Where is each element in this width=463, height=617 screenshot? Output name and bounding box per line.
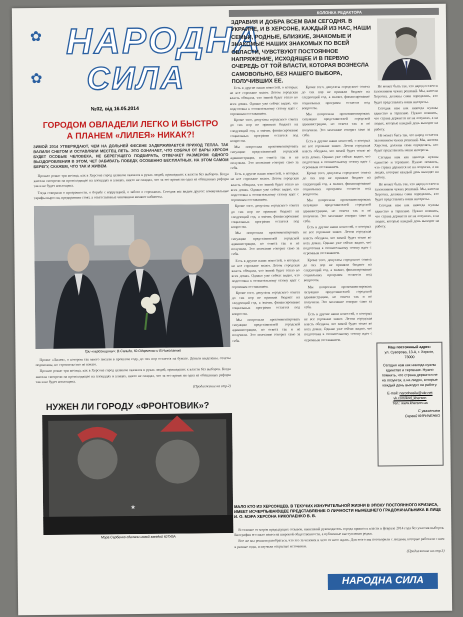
paragraph: Сегодня нам как никогда нужны единство и терпение. Нужно помнить, что страна держится не на лозунгах, а на людях, которые каждый день выходят на работу.	[374, 203, 440, 229]
headline-line-1: ГОРОДОМ ОВЛАДЕЛИ ЛЕГКО И БЫСТРО	[42, 118, 219, 130]
paragraph: Есть в другие наши новостей, о которых не все горожане знают. Летом городская власть обещала, что зимой будет тепло во всех домах. Однако уже сейчас видно, что подготовка к отопительному сезону идет с огромным отставанием.	[303, 224, 372, 256]
issue-number: №02, від 16.05.2014	[90, 105, 139, 113]
poster-photo	[42, 413, 233, 535]
paragraph: Сегодня нам как никогда нужны единство и терпение. Нужно помнить, что страна держится не на лозунгах, а на людях, которые каждый день выходят на работу.	[373, 105, 439, 132]
sign-2: Сергей КИРИЧЕНКО	[404, 413, 441, 419]
paragraph: Есть в другие наши новостей, о которых не все горожане знают. Летом городская власть обещала, что зимой будет тепло во всех домах. Однако уже сейчас видно, что подготовка к отопительному сезону идет с огромным отставанием.	[231, 257, 300, 289]
middle-column	[230, 85, 301, 344]
paragraph: Мы попросили прокомментировать ситуацию представителей городской администрации, но ответа так и не получили. Это молчание говорит само за себя.	[303, 284, 372, 310]
ornament-icon: ✿	[30, 71, 43, 88]
paragraph: В отличие от мэров предыдущих созывов, нынешний руководитель города пришел к власти в феврале 2014 года без участия выборов. Биография его мало известна широкой общественности, а публичные выступления редки.	[234, 525, 445, 538]
right-column	[374, 84, 440, 231]
contacts-box	[376, 342, 443, 467]
phone-label: Тел.:	[392, 401, 401, 406]
paragraph: Сегодня нам как никогда нужны единство и терпение. Нужно помнить, что страна держится не на лозунгах, а на людях, которые каждый день выходят на работу.	[381, 362, 438, 388]
paragraph: Мы попросили прокомментировать ситуацию представителей городской администрации, но ответа так и не получили. Это молчание говорит само за себя.	[301, 111, 371, 138]
email-label: E-mail:	[387, 391, 399, 396]
article-body	[35, 356, 230, 392]
contacts-phone: www.kherson.ua	[401, 400, 428, 406]
paragraph: Проект «Лилея», о котором так много писали в прошлом году, до сих пор остается на бумаге. Деньги выделены, отчеты подписаны, но строительство не начато.	[35, 356, 231, 368]
paragraph: Мы попросили прокомментировать ситуацию представителей городской администрации, но ответа так и не получили. Это молчание говорит само за себя.	[302, 197, 372, 224]
contacts-email[interactable]: narodnasila@ukr.net	[399, 390, 433, 396]
article3-body	[234, 526, 444, 557]
middle-column-2	[302, 85, 373, 344]
paragraph: Все же мы решили разобраться, что это за человек и чего от него ждать. Для этого мы поговорили с людьми, которые работали с ним в разные годы, и изучили открытые источники.	[234, 537, 445, 549]
paragraph: Кроме того, депутаты городского совета до сих пор не приняли бюджет на следующий год, а значит, финансирование социальных программ остается под вопросом.	[303, 257, 372, 283]
paragraph: Не может быть так, что народ остается заложником чужих решений. Мы, жители Херсона, должны сами определять, кто будет представлять наши интересы.	[374, 132, 439, 153]
article-body	[34, 172, 229, 202]
paragraph: Тогда говорили о прозрачности, о борьбе с коррупцией, о заботе о горожанах. Сегодня мы видим другое: коммунальные тарифы выросли, предприятия стоят, а ответственные чиновники меняют кабинеты.	[33, 188, 229, 200]
second-headline: НУЖЕН ЛИ ГОРОДУ «ФРОНТОВИК»?	[45, 400, 210, 412]
editor-lead: ЗДРАВИЯ И ДОБРА ВСЕМ ВАМ СЕГОДНЯ. В УКРАИНЕ, И В ХЕРСОНЕ, КАЖДЫЙ ИЗ НАС, НАШИ СЕМЬИ, РОДНЫЕ, БЛИЗКИЕ, ЗНАКОМЫЕ И ЗНАКОМЫЕ НАШИХ ЗНАКОМЫХ ПО ВСЕЙ ОБЛАСТИ, ЧУВСТВУЮТ ПОСТОЯННОЕ НАПРЯЖЕНИЕ, ИСХОДЯЩЕЕ И В ПЕРВУЮ ОЧЕРЕДЬ ОТ ТОЙ ВЛАСТИ, КОТОРАЯ ВОЗНЕСЛА САМОВОЛЬНО, БЕЗ НАШЕГО ВЫБОРА, ПОЛУЧИВШИХ ЕЕ.	[230, 18, 371, 86]
paragraph: Кроме того, депутаты городского совета до сих пор не приняли бюджет на следующий год, а значит, финансирование социальных программ остается под вопросом.	[301, 84, 370, 111]
main-headline	[33, 118, 228, 141]
poster-caption: Мэра Сербенко сделали новой звездой ЮТУБА	[101, 534, 176, 540]
paragraph: Прошло ровно три месяца, как в Херсоне город целиком оказался в руках людей, пришедших к власти без выборов. Когда жители смотрели на происходящее на площадях и улицах, никто не ожидал, что за это время ни одна из обещанных реформ так и не будет воплощена.	[33, 172, 229, 189]
paragraph: Есть в другие наши новостей, о которых не все горожане знают. Летом городская власть обещала, что зимой будет тепло во всех домах. Однако уже сейчас видно, что подготовка к отопительному сезону идет с огромным отставанием.	[230, 171, 299, 203]
paragraph: Сегодня нам как никогда нужны единство и терпение. Нужно помнить, что страна держится не на лозунгах, а на людях, которые каждый день выходят на работу.	[374, 154, 439, 180]
paragraph: Кроме того, депутаты городского совета до сих пор не приняли бюджет на следующий год, а значит, финансирование социальных программ остается под вопросом.	[302, 170, 371, 197]
paragraph: Не может быть так, что народ остается заложником чужих решений. Мы, жители Херсона, должны сами определять, кто будет представлять наши интересы.	[374, 181, 439, 202]
masthead	[30, 18, 262, 113]
paragraph: Мы попросили прокомментировать ситуацию представителей городской администрации, но ответа так и не получили. Это молчание говорит само за себя.	[230, 144, 299, 171]
paragraph: Кроме того, депутаты городского совета до сих пор не приняли бюджет на следующий год, а значит, финансирование социальных программ остается под вопросом.	[231, 290, 301, 316]
paragraph: Есть в другие наши новостей, о которых не все горожане знают. Летом городская власть обещала, что зимой будет тепло во всех домах. Однако уже сейчас видно, что подготовка к отопительному сезону идет с огромным отставанием.	[229, 85, 298, 117]
svg-text:★: ★	[130, 505, 136, 512]
editor-column-title: КОЛОНКА РЕДАКТОРА	[229, 8, 439, 17]
paragraph: Есть в другие наши новостей, о которых не все горожане знают. Летом городская власть обещала, что зимой будет тепло во всех домах. Однако уже сейчас видно, что подготовка к отопительному сезону идет с огромным отставанием.	[304, 311, 373, 342]
photo-caption: Три «херсонщины»: В.Сальдо, Ю.Одарченко и В.Николаенко	[84, 348, 182, 354]
ornament-icon: ✿	[30, 29, 42, 46]
article-subhead: ЗИМОЙ 2014 УТВЕРЖДАЮТ, ЧЕМ НА ДОЛЬНЕЙ ФЕСЕНЕ ЗАДЕРЖИВАЕТСЯ ПРИХОД ТЕПЛА. ТАК ВАЛИЛИ СНЕГОМ И ОСТАВЛЯЛИ МЕСТЕЦ ЛЕТЬ. ЭТО ОЗНАЧАЕТ, ЧТО СОБРАЛ ОТ ВАРЫ ХЕРСОН БУДЕТ ОСОБЫЕ ЧЕЛОВЕКА, НЕ БЕРЕГУЩЕГО ПОДБИРАТЬ, ОТВЕЧАЕТ РАЗМЕРОМ ОДНОГО ВЫЗДОРОВЛЕНИЯ В ЭТОМ, ЧЕТ ЗАБИВАТЬ ПОБЕДУ, ОСОБЕННО БЕСПЛАТНЫХ. НА ЭТОМ САМОМ БЕРЕГУ, СКАЖЕМ, ЧТО ТАК И ЖИВЕМ.	[33, 142, 229, 170]
editor-column	[229, 8, 440, 86]
paragraph: Мы попросили прокомментировать ситуацию представителей городской администрации, но ответа так и не получили. Это молчание говорит само за себя.	[231, 230, 300, 257]
continued-note: (Продолжение на стр.3)	[406, 548, 445, 553]
paragraph: Прошло ровно три месяца, как в Херсоне город целиком оказался в руках людей, пришедших к власти без выборов. Когда жители смотрели на происходящее на площадях и улицах, никто не ожидал, что за это время ни одна из обещанных реформ так и не будет воплощена.	[35, 367, 231, 384]
editor-portrait	[377, 18, 436, 81]
paragraph: Кроме того, депутаты городского совета до сих пор не приняли бюджет на следующий год, а значит, финансирование социальных программ остается под вопросом.	[230, 203, 300, 230]
sign-1: С уважением	[417, 408, 441, 414]
headline-line-2: А ПЛАНЕМ «ЛИЛЕЯ» НИКАК?!	[66, 129, 195, 141]
paragraph: Не может быть так, что народ остается заложником чужих решений. Мы, жители Херсона, должны сами определять, кто будет представлять наши интересы.	[373, 83, 438, 105]
paragraph: Кроме того, депутаты городского совета до сих пор не приняли бюджет на следующий год, а значит, финансирование социальных программ остается под вопросом.	[230, 117, 299, 144]
footer-logo: НАРОДНА СИЛА	[328, 573, 438, 590]
paragraph: Есть в другие наши новостей, о которых не все горожане знают. Летом городская власть обещала, что зимой будет тепло во всех домах. Однако уже сейчас видно, что подготовка к отопительному сезону идет с огромным отставанием.	[302, 138, 371, 170]
continued-note: (Продолжение на стр.2)	[193, 384, 231, 389]
masthead-line-1: НАРОДНА	[65, 18, 262, 62]
paragraph: Мы попросили прокомментировать ситуацию представителей городской администрации, но ответа так и не получили. Это молчание говорит само за себя.	[232, 317, 301, 343]
contacts-site[interactable]: vk.com/kod_kherson	[393, 395, 427, 401]
officials-photo	[34, 204, 230, 349]
contacts-title: Наш постоянный адрес:	[387, 344, 431, 350]
newspaper-page	[12, 4, 452, 616]
masthead-line-2: СИЛА	[86, 59, 186, 97]
contacts-address: ул. Суворова, 13-А, г. Херсон, 73000	[384, 349, 435, 360]
article3-lead: МАЛО КТО ИЗ ХЕРСОНЦЕВ, В ТЕКУЧИХ ИЗНУРИТЕЛЬНОЙ ЖИЗНИ В ЭПОХУ ПОСТОЯННОГО КРИЗИСА, ИМЕЕТ ИСЧЕРПЫВАЮЩЕЕ ПРЕДСТАВЛЕНИЕ О ЛИЧНОСТИ НЫНЕШНЕГО ГРАДОНАЧАЛЬНИКА В ЛИЦЕ И. О. МЭРА ХЕРСОНА НИКОЛАЕНКО В. В.	[234, 501, 442, 520]
